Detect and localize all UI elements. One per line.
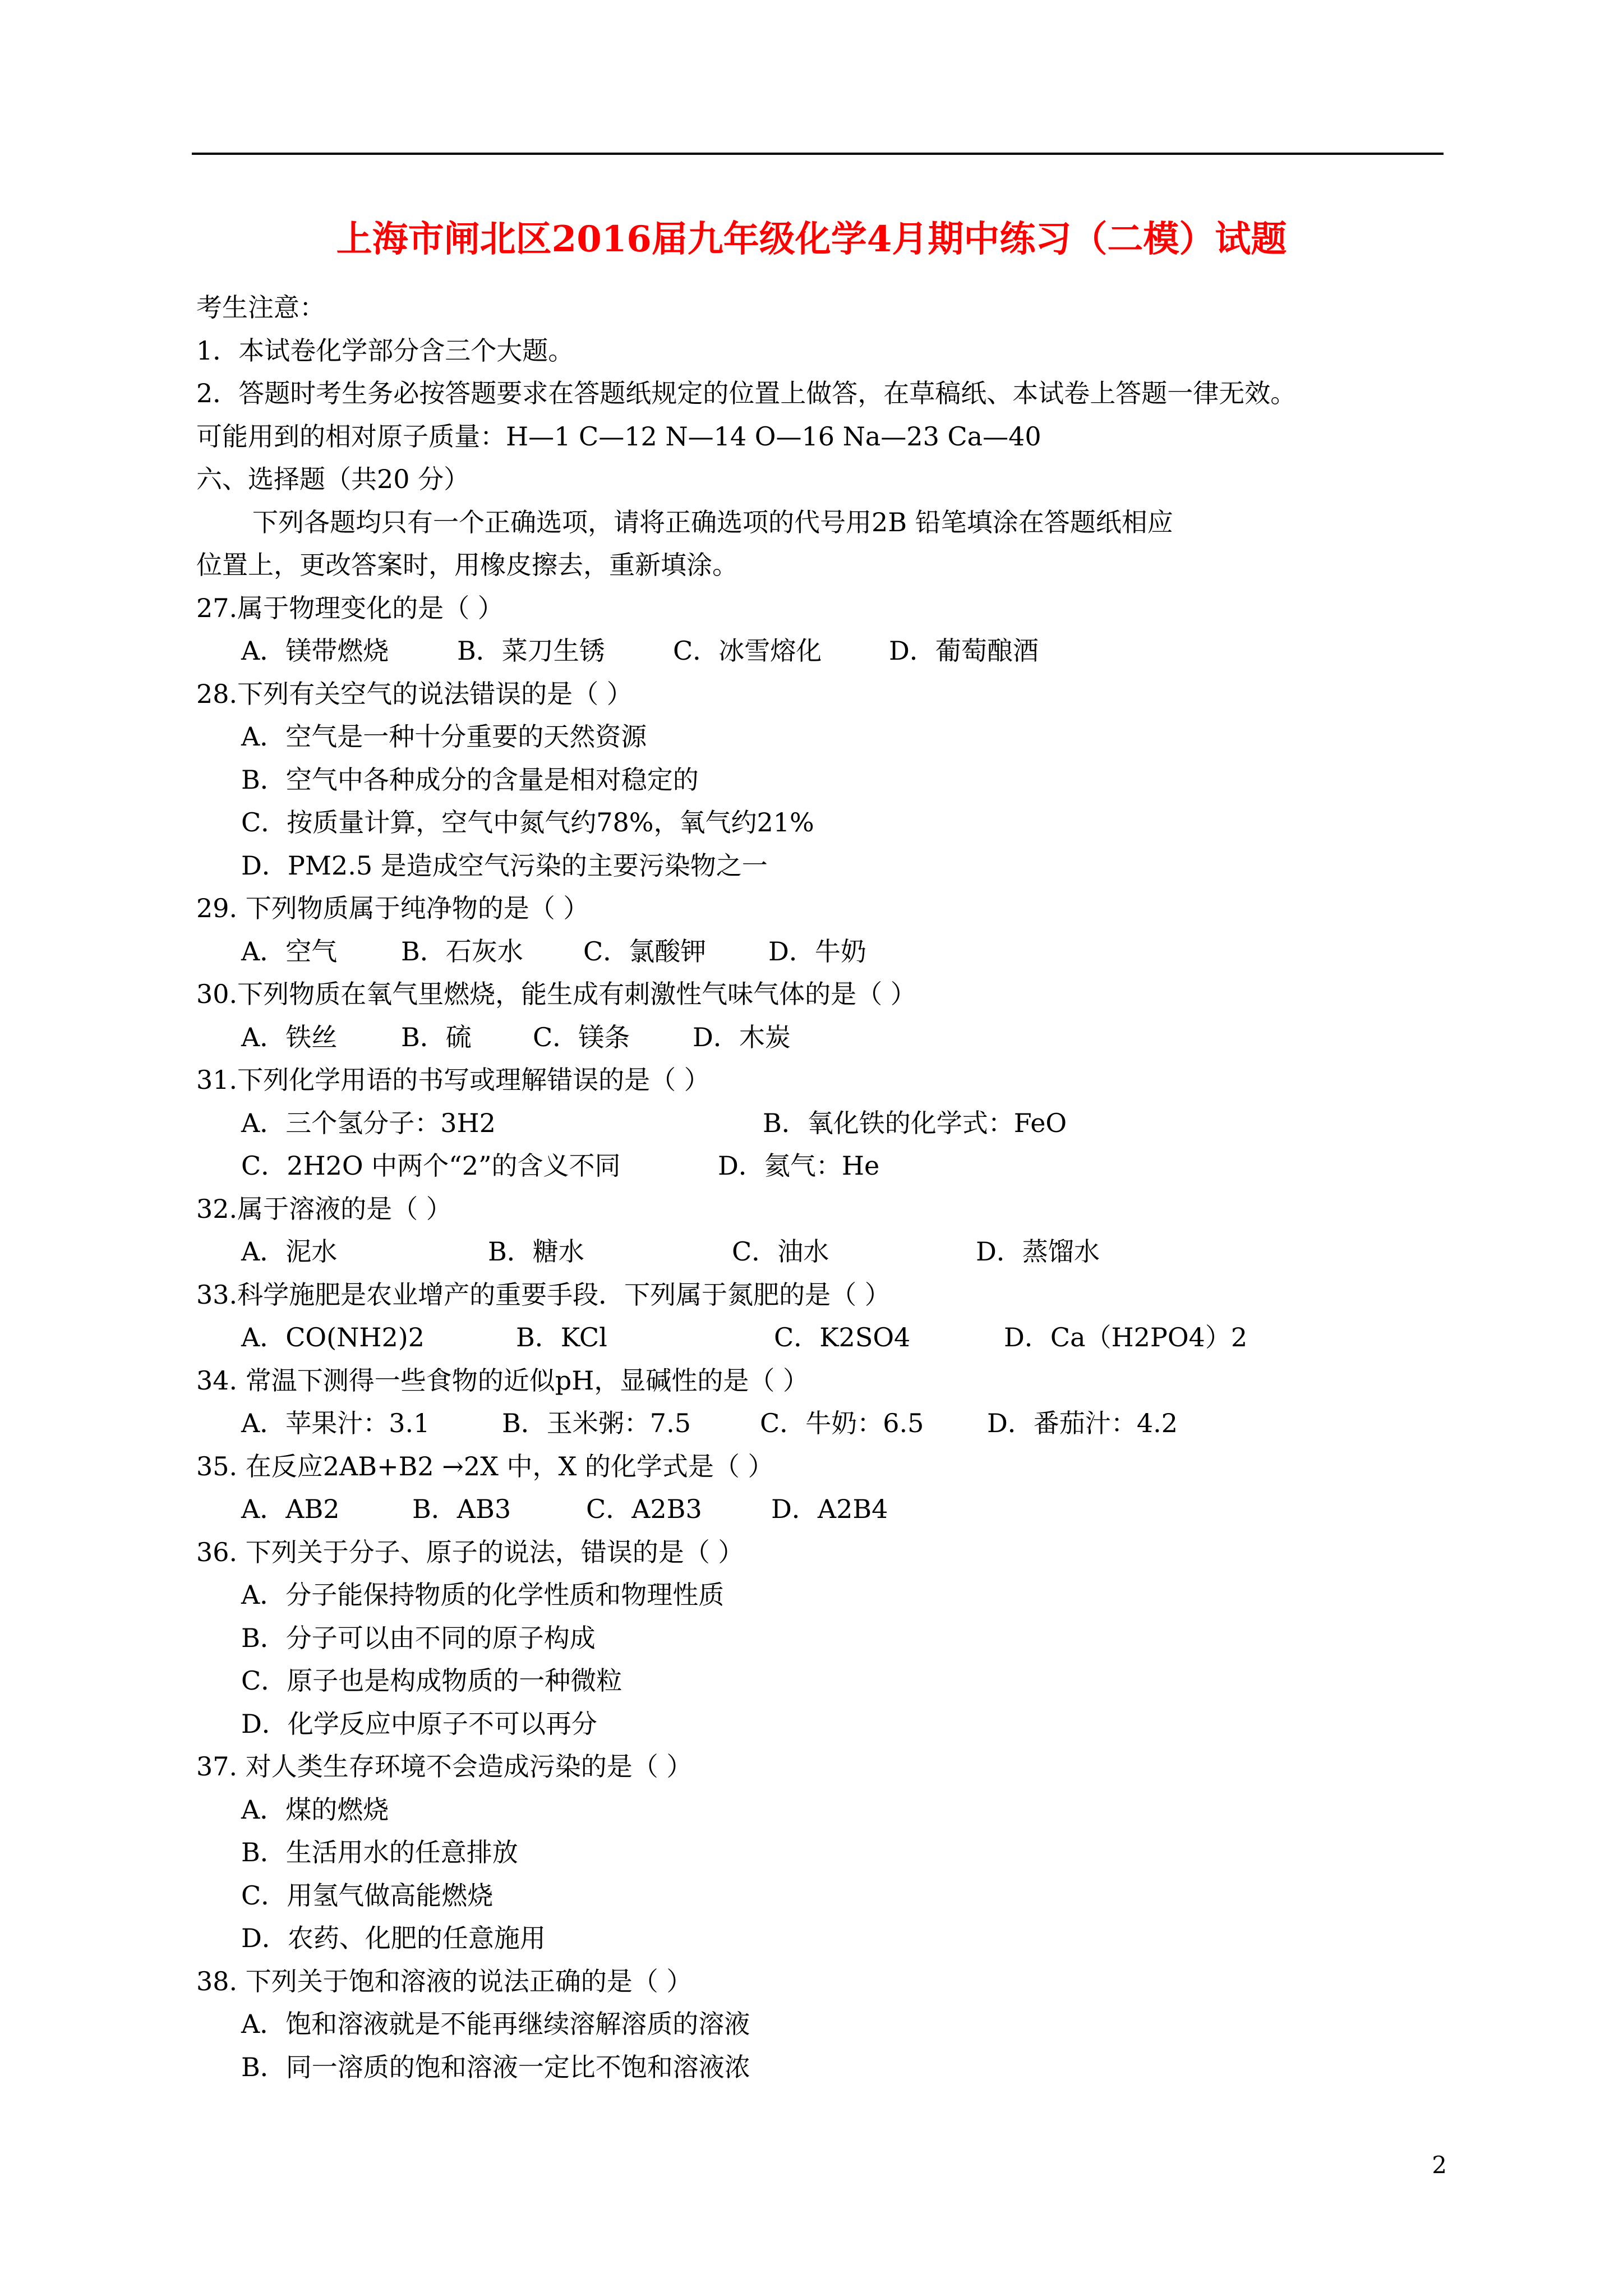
notes-heading: 考生注意： <box>196 292 325 323</box>
option: C．镁条 <box>533 1022 630 1052</box>
option: D．牛奶 <box>768 936 866 967</box>
option: A．泥水 <box>241 1236 338 1267</box>
exam-content <box>196 286 1458 2088</box>
option: B．生活用水的任意排放 <box>241 1837 518 1867</box>
option-row <box>196 1102 1458 1145</box>
option: A．镁带燃烧 <box>241 636 389 666</box>
option-row <box>196 1230 1458 1273</box>
option: D．农药、化肥的任意施用 <box>241 1923 546 1953</box>
option: D．葡萄酿酒 <box>889 636 1039 666</box>
section-heading: 六、选择题（共20 分） <box>196 464 470 494</box>
option: A．苹果汁：3.1 <box>241 1408 430 1438</box>
option: B．空气中各种成分的含量是相对稳定的 <box>241 764 699 795</box>
option: B．分子可以由不同的原子构成 <box>241 1622 596 1653</box>
question-stem: 28.下列有关空气的说法错误的是（ ） <box>196 678 633 709</box>
option: C．按质量计算，空气中氮气约78%，氧气约21% <box>241 807 814 838</box>
note-item: 1．本试卷化学部分含三个大题。 <box>196 335 574 366</box>
option: A．空气是一种十分重要的天然资源 <box>241 721 647 752</box>
option: C．牛奶：6.5 <box>760 1408 924 1438</box>
option: B．石灰水 <box>401 936 523 967</box>
option: D．PM2.5 是造成空气污染的主要污染物之一 <box>241 850 768 881</box>
option-row <box>196 1016 1458 1059</box>
option: A．AB2 <box>241 1494 340 1524</box>
option: D．Ca（H2PO4）2 <box>1004 1322 1248 1352</box>
option: A．铁丝 <box>241 1022 338 1052</box>
question-stem: 31.下列化学用语的书写或理解错误的是（ ） <box>196 1065 710 1095</box>
option: B．AB3 <box>412 1494 511 1524</box>
option-row <box>196 930 1458 973</box>
page-title: 上海市闸北区2016届九年级化学4月期中练习（二模）试题 <box>336 218 1287 260</box>
option: A．饱和溶液就是不能再继续溶解溶质的溶液 <box>241 2009 750 2039</box>
question-stem: 34. 常温下测得一些食物的近似pH，显碱性的是（ ） <box>196 1365 809 1396</box>
option: D．化学反应中原子不可以再分 <box>241 1708 597 1739</box>
section-instruction: 下列各题均只有一个正确选项，请将正确选项的代号用2B 铅笔填涂在答题纸相应 <box>252 507 1173 537</box>
option: A．空气 <box>241 936 338 967</box>
option: B．硫 <box>401 1022 472 1052</box>
option: C．氯酸钾 <box>583 936 707 967</box>
question-stem: 30.下列物质在氧气里燃烧，能生成有刺激性气味气体的是（ ） <box>196 979 916 1009</box>
option-row <box>196 1402 1458 1445</box>
question-stem: 32.属于溶液的是（ ） <box>196 1193 452 1224</box>
option: C．A2B3 <box>586 1494 702 1524</box>
option: B．菜刀生锈 <box>457 636 605 666</box>
option: A．三个氢分子：3H2 <box>241 1107 496 1138</box>
option: B．氧化铁的化学式：FeO <box>763 1107 1067 1138</box>
option: C．原子也是构成物质的一种微粒 <box>241 1665 623 1696</box>
option: C．冰雪熔化 <box>673 636 822 666</box>
question-stem: 27.属于物理变化的是（ ） <box>196 592 504 623</box>
question-stem: 36. 下列关于分子、原子的说法，错误的是（ ） <box>196 1536 744 1567</box>
option: D．A2B4 <box>771 1494 888 1524</box>
option: B．KCl <box>516 1322 607 1352</box>
option: D．番茄汁：4.2 <box>987 1408 1178 1438</box>
page-number: 2 <box>1432 2151 1447 2179</box>
question-stem: 29. 下列物质属于纯净物的是（ ） <box>196 893 589 923</box>
option: B．糖水 <box>488 1236 584 1267</box>
option: A．分子能保持物质的化学性质和物理性质 <box>241 1580 725 1610</box>
option: B．同一溶质的饱和溶液一定比不饱和溶液浓 <box>241 2051 750 2082</box>
option: D．氦气：He <box>718 1151 880 1181</box>
header-rule <box>192 153 1444 155</box>
option: B．玉米粥：7.5 <box>502 1408 691 1438</box>
question-stem: 37. 对人类生存环境不会造成污染的是（ ） <box>196 1751 693 1782</box>
option-row <box>196 1488 1458 1531</box>
atomic-masses: 可能用到的相对原子质量：H—1 C—12 N—14 O—16 Na—23 Ca—40 <box>196 421 1041 452</box>
option: C．用氢气做高能燃烧 <box>241 1880 494 1911</box>
option: D．木炭 <box>693 1022 791 1052</box>
option-row <box>196 1316 1458 1359</box>
option: A．煤的燃烧 <box>241 1794 389 1825</box>
option: C．2H2O 中两个“2”的含义不同 <box>241 1151 621 1181</box>
option: C．油水 <box>732 1236 829 1267</box>
option: C．K2SO4 <box>774 1322 911 1352</box>
option: A．CO(NH2)2 <box>241 1322 425 1352</box>
question-stem: 33.科学施肥是农业增产的重要手段．下列属于氮肥的是（ ） <box>196 1279 891 1310</box>
option-row <box>196 629 1458 673</box>
note-item: 2．答题时考生务必按答题要求在答题纸规定的位置上做答，在草稿纸、本试卷上答题一律无效。 <box>196 378 1297 408</box>
section-instruction-cont: 位置上，更改答案时，用橡皮擦去，重新填涂。 <box>196 550 738 580</box>
option-row <box>196 1144 1458 1188</box>
option: D．蒸馏水 <box>976 1236 1100 1267</box>
question-stem: 38. 下列关于饱和溶液的说法正确的是（ ） <box>196 1966 693 1996</box>
question-stem: 35. 在反应2AB+B2 →2X 中，X 的化学式是（ ） <box>196 1451 774 1481</box>
